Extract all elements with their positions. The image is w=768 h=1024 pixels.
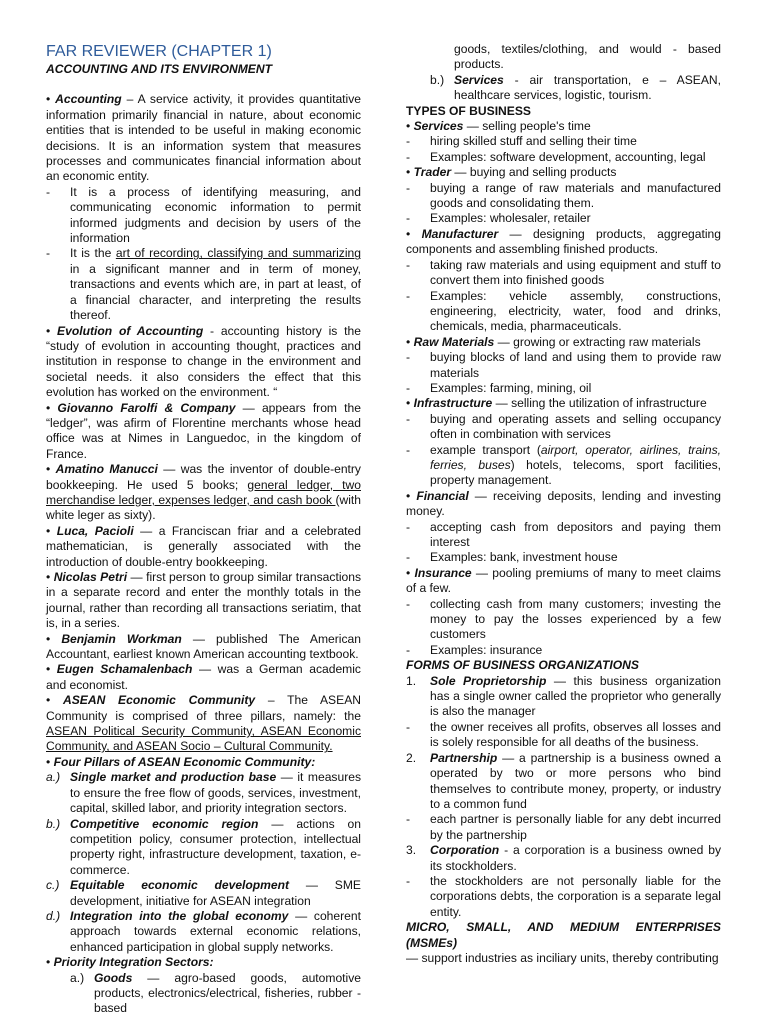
manufacturer-type: • Manufacturer — designing products, aggregating components and assembling finished products. [406, 226, 721, 257]
services-item: - hiring skilled stuff and selling their time [406, 134, 637, 149]
manufacturer-item: - Examples: vehicle assembly, constructions, engineering, electricity, water, food and drinks, chemicals, media, pharmaceuticals. [406, 288, 721, 334]
form-sub-item: - the stockholders are not personally liable for the corporations debts, the corporation is a separate legal entity. [406, 873, 721, 919]
right-column [406, 42, 721, 966]
workman-entry: • Benjamin Workman — published The American Accountant, earliest known American accounting textbook. [46, 631, 361, 662]
pacioli-entry: • Luca, Pacioli — a Franciscan friar and a celebrated mathematician, is generally associated with the introduction of double-entry bookkeeping. [46, 523, 361, 569]
accounting-definition: • Accounting – A service activity, it provides quantitative information primarily financial in nature, about economic entities that is intended to be useful in making economic decisions. It is an information system that measures processes and communicates financial information about an economic entity. [46, 92, 361, 184]
form-sub-item: - the owner receives all profits, observes all losses and is solely responsible for all deaths of the business. [406, 719, 721, 750]
petri-entry: • Nicolas Petri — first person to group similar transactions in a separate record and enter the monthly totals in the journal, rather than recording all transactions seriatim, that is, in a series. [46, 570, 362, 631]
form-partnership: 2. Partnership — a partnership is a business owned a operated by two or more persons who bind themselves to contribute money, property, or industry to a common fund [406, 750, 721, 811]
trader-type: • Trader — buying and selling products [406, 165, 617, 180]
infrastructure-item: - buying and operating assets and selling occupancy often in combination with services [406, 411, 721, 442]
left-column [46, 42, 361, 1017]
manufacturer-item: - taking raw materials and using equipment and stuff to convert them into finished goods [406, 257, 721, 288]
priority-goods-continued: goods, textiles/clothing, and would - based products. [454, 42, 721, 72]
pillar-d: d.) Integration into the global economy — coherent approach towards external economic relations, enhanced participation in global supply networks. [46, 908, 361, 954]
page-subtitle: ACCOUNTING AND ITS ENVIRONMENT [46, 62, 272, 76]
trader-item: - buying a range of raw materials and manufactured goods and consolidating them. [406, 180, 721, 211]
forms-of-business-heading: FORMS OF BUSINESS ORGANIZATIONS [406, 658, 639, 673]
raw-materials-type: • Raw Materials — growing or extracting raw materials [406, 334, 701, 349]
priority-services: b.) Services - air transportation, e – ASEAN, healthcare services, logistic, tourism. [430, 72, 721, 103]
pillar-a: a.) Single market and production base — it measures to ensure the free flow of goods, services, investment, capital, skilled labor, and priority integration sectors. [46, 770, 361, 816]
manucci-entry: • Amatino Manucci — was the inventor of double-entry bookkeeping. He used 5 books; general ledger, two merchandise ledger, expenses ledger, and cash book (with white leger as sixty). [46, 462, 361, 523]
insurance-item: - collecting cash from many customers; investing the money to pay the losses experienced by a few customers [406, 596, 721, 642]
form-sub-item: - each partner is personally liable for any debt incurred by the partnership [406, 812, 721, 842]
raw-materials-item: - buying blocks of land and using them to provide raw materials [406, 350, 721, 380]
raw-materials-item: - Examples: farming, mining, oil [406, 380, 592, 395]
accounting-sub-1: - It is a process of identifying measuring, and communicating economic information to permit informed judgments and decision by users of the information [46, 184, 361, 246]
aec-entry: • ASEAN Economic Community – The ASEAN Community is comprised of three pillars, namely: the ASEAN Political Security Community, ASEAN Economic Community, and ASEAN Socio – Cultural Community. [46, 693, 361, 754]
financial-item: - Examples: bank, investment house [406, 550, 618, 565]
farolfi-entry: • Giovanno Farolfi & Company — appears from the “ledger”, was afirm of Florentine merchants whose head office was at Nimes in Languedoc, in the kingdom of France. [46, 400, 361, 461]
insurance-type: • Insurance — pooling premiums of many to meet claims of a few. [406, 565, 721, 596]
infrastructure-item: - example transport (airport, operator, airlines, trains, ferries, buses) hotels, telecoms, sport facilities, property management. [406, 442, 722, 488]
page-title: FAR REVIEWER (CHAPTER 1) [46, 43, 272, 60]
four-pillars-heading: • Four Pillars of ASEAN Economic Community: [46, 754, 316, 769]
msme-heading: MICRO, SMALL, AND MEDIUM ENTERPRISES (MSMEs) [406, 920, 721, 950]
msme-text: — support industries as inciliary units, thereby contributing [406, 950, 719, 965]
infrastructure-type: • Infrastructure — selling the utilization of infrastructure [406, 396, 707, 411]
trader-item: - Examples: wholesaler, retailer [406, 211, 591, 226]
form-corporation: 3. Corporation - a corporation is a business owned by its stockholders. [406, 843, 721, 873]
schmalenbach-entry: • Eugen Schamalenbach — was a German academic and economist. [46, 662, 361, 692]
financial-type: • Financial — receiving deposits, lending and investing money. [406, 488, 721, 519]
insurance-item: - Examples: insurance [406, 642, 543, 657]
services-item: - Examples: software development, accounting, legal [406, 149, 706, 164]
evolution-of-accounting: • Evolution of Accounting - accounting history is the “study of evolution in accounting thought, practices and institution in response to change in the environment and societal needs. it also considers the effect that this evolution has worked on the environment. “ [46, 323, 361, 400]
pillar-c: c.) Equitable economic development — SME development, initiative for ASEAN integration [46, 878, 361, 908]
priority-goods: a.) Goods — agro-based goods, automotive products, electronics/electrical, fisheries, rubber - based [70, 970, 361, 1016]
pillar-b: b.) Competitive economic region — actions on competition policy, consumer protection, intellectual property right, infrastructure development, taxation, e-commerce. [46, 816, 362, 877]
accounting-sub-2: - It is the art of recording, classifying and summarizing in a significant manner and in term of money, transactions and events which are, in part at least, of a financial character, and interpreting the results thereof. [46, 246, 361, 323]
priority-sectors-heading: • Priority Integration Sectors: [46, 955, 214, 970]
types-of-business-heading: TYPES OF BUSINESS [406, 103, 531, 118]
form-sole-proprietorship: 1. Sole Proprietorship — this business organization has a single owner called the proprietor who generally is also the manager [406, 673, 721, 719]
financial-item: - accepting cash from depositors and paying them interest [406, 519, 721, 549]
services-type: • Services — selling people's time [406, 119, 591, 134]
